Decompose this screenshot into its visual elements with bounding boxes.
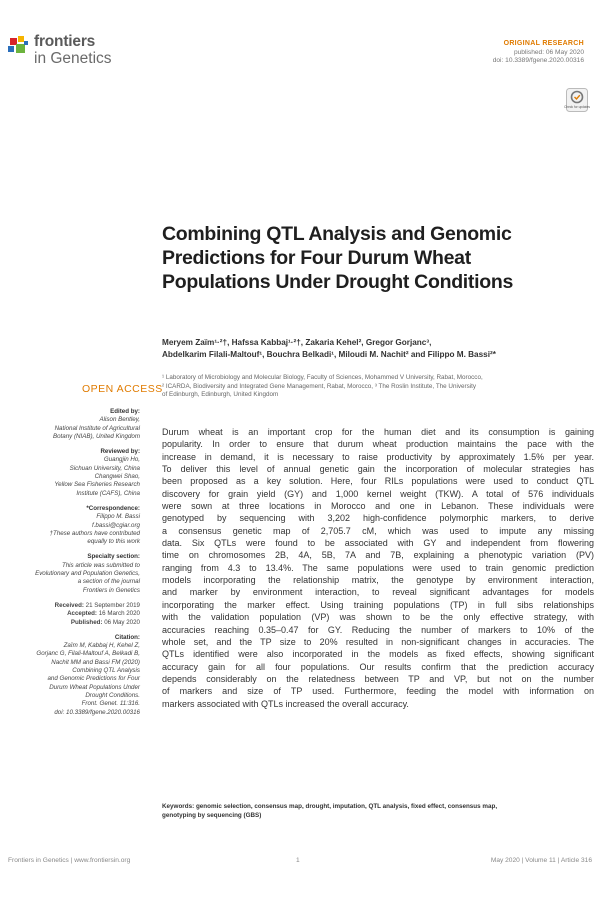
keywords — [162, 803, 594, 820]
abstract-line: been proposed as a key solution. Here, four RILs populations were used to conduct QTL — [162, 476, 594, 487]
abstract-line: of markers and size of TP used. Furthermore, feeding the model with information on — [162, 686, 594, 697]
reviewer-affiliation: Institute (CAFS), China — [76, 489, 140, 497]
article-type: ORIGINAL RESEARCH — [503, 40, 584, 47]
abstract-line: genotyped by sequencing with 3,202 high-confidence polymorphic markers, to derive — [162, 513, 594, 524]
abstract-line: incorporating the marker effect. Using training populations (TP) in full sibs relationships — [162, 599, 594, 610]
abstract-line: markers associated with QTLs increased the overall accuracy. — [162, 698, 409, 709]
article-meta — [493, 40, 584, 66]
correspondence-name: Filippo M. Bassi — [96, 513, 140, 521]
affiliation-line: ¹ Laboratory of Microbiology and Molecular Biology, Faculty of Sciences, Mohammed V University, Rabat, Morocco, — [162, 374, 483, 381]
abstract-line: Durum wheat is an important crop for the human diet and its consumption is gaining — [162, 427, 594, 437]
abstract-line: were sown at three locations in Morocco and one in Lebanon. These individuals were — [162, 501, 594, 512]
citation-line: Nachit MM and Bassi FM (2020) — [51, 658, 140, 666]
specialty-line: Frontiers in Genetics — [82, 586, 140, 594]
specialty-line: Evolutionary and Population Genetics, — [35, 570, 140, 578]
journal-logo — [8, 30, 168, 74]
abstract-line: data. Six QTLs were found to be associated with GY and independent from flowering — [162, 538, 594, 549]
check-updates-label: Check for updates — [564, 105, 590, 109]
abstract-line: depends considerably on the relatedness between TP and VP, but not on the number — [162, 673, 594, 684]
abstract-line: popularity. In order to ensure that durum wheat production maintains the pace with the — [162, 439, 594, 450]
edited-by-label: Edited by: — [110, 408, 140, 415]
affiliation-line: ² ICARDA, Biodiversity and Integrated Gene Management, Rabat, Morocco, ³ The Roslin Institute, The University — [162, 382, 477, 390]
abstract-line: with the validation population (VP) was shown to be the only effective strategy, with — [162, 612, 594, 623]
specialty-line: a section of the journal — [77, 578, 140, 586]
accepted-date: Accepted: 16 March 2020 — [67, 610, 140, 618]
citation-line: and Genomic Predictions for Four — [47, 675, 140, 683]
abstract-line: accuracies reaching 0.35–0.47 for GY. Reducing the number of markers to 10% of the — [162, 624, 594, 635]
affiliation-line: of Edinburgh, Edinburgh, United Kingdom — [162, 391, 279, 399]
citation-line: Zaïm M, Kabbaj H, Kehel Z, — [63, 642, 140, 650]
abstract-line: whole set, and the TP size to 20% resulted in non-significant changes in accuracies. The — [162, 636, 594, 647]
reviewer-name: Guangjin Ho, — [103, 456, 140, 464]
citation-line: Drought Conditions. — [85, 691, 140, 699]
affiliations — [162, 374, 592, 400]
citation-line: Durum Wheat Populations Under — [49, 683, 140, 691]
author-list — [162, 337, 592, 361]
reviewer-affiliation: Sichuan University, China — [69, 464, 140, 472]
published-date: published: 06 May 2020 — [513, 48, 584, 56]
keywords-line: Keywords: genomic selection, consensus map, drought, imputation, QTL analysis, fixed effect, consensus map, — [162, 803, 498, 810]
equal-contribution-note: equally to this work — [87, 538, 140, 546]
reviewed-by-label: Reviewed by: — [100, 448, 140, 456]
frontiers-logo-icon — [8, 36, 30, 58]
citation-line: Combining QTL Analysis — [72, 667, 140, 675]
editor-name: Alison Bentley, — [99, 416, 140, 424]
journal-name-line2: in Genetics — [34, 50, 112, 67]
reviewer-name: Changwei Shao, — [94, 473, 140, 481]
author-line: Meryem Zaïm¹·²†, Hafssa Kabbaj¹·²†, Zakaria Kehel², Gregor Gorjanc³, — [162, 338, 432, 347]
reviewer-affiliation: Yellow Sea Fisheries Research — [54, 481, 140, 489]
equal-contribution-note: †These authors have contributed — [49, 529, 140, 537]
citation-line: Front. Genet. 11:316. — [81, 700, 140, 708]
check-updates-icon — [566, 88, 588, 112]
footer-page-number: 1 — [296, 857, 300, 864]
correspondence-label: *Correspondence: — [86, 504, 140, 512]
specialty-line: This article was submitted to — [61, 561, 140, 569]
abstract-line: models incorporating the relationship matrix, the genotype by environment interaction, — [162, 575, 594, 586]
abstract-line: a consensus genetic map of 2,705.7 cM, which was used to impute any missing — [162, 525, 594, 536]
citation-line: Gorjanc G, Filali-Maltouf A, Belkadi B, — [36, 650, 140, 658]
abstract-line: increase in demand, it is necessary to raise productivity by approximately 1.5% per year. — [162, 451, 594, 462]
footer-journal[interactable]: Frontiers in Genetics | www.frontiersin.org — [8, 857, 131, 864]
journal-name-line1: frontiers — [34, 33, 96, 50]
abstract-line: discovery for grain yield (GY) and 1,000 kernel weight (TKW). A total of 576 individuals — [162, 488, 594, 499]
article-doi[interactable]: doi: 10.3389/fgene.2020.00316 — [492, 57, 584, 65]
received-date: Received: 21 September 2019 — [54, 601, 140, 609]
abstract-line: time on chromosomes 2B, 4A, 5B, 7A and 7B, explaining a phenotypic variation (PV) — [162, 550, 594, 561]
abstract-line: To deliver this level of annual genetic gain the incorporation of molecular strategies has — [162, 464, 594, 475]
footer-volume: May 2020 | Volume 11 | Article 316 — [490, 857, 592, 864]
abstract-line: and marker by environment interaction, to reveal significant advantages for models — [162, 587, 594, 598]
correspondence-email[interactable]: f.bassi@cgiar.org — [91, 521, 140, 529]
abstract — [162, 426, 594, 710]
editor-affiliation: Botany (NIAB), United Kingdom — [52, 432, 140, 440]
editor-affiliation: National Institute of Agricultural — [54, 424, 140, 432]
article-sidebar — [8, 408, 140, 717]
abstract-line: ranging from 4.3 to 13.4%. The same populations were used to train genomic prediction — [162, 562, 594, 573]
specialty-section-label: Specialty section: — [87, 553, 140, 561]
published-date-side: Published: 06 May 2020 — [70, 618, 140, 626]
check-updates-badge[interactable] — [566, 88, 588, 112]
paper-title: Combining QTL Analysis and Genomic Predictions for Four Durum Wheat Populations Under Drought Conditions — [162, 223, 513, 293]
keywords-line: genotyping by sequencing (GBS) — [162, 811, 262, 819]
abstract-line: accuracy gain for all four populations. Our results confirm that the prediction accuracy — [162, 661, 594, 672]
keywords-label: Keywords: — [162, 803, 195, 810]
author-line: Abdelkarim Filali-Maltouf¹, Bouchra Belkadi¹, Miloudi M. Nachit² and Filippo M. Bassi²* — [162, 350, 496, 359]
citation-label: Citation: — [114, 633, 140, 641]
citation-doi[interactable]: doi: 10.3389/fgene.2020.00316 — [54, 708, 140, 716]
open-access-label: OPEN ACCESS — [82, 383, 163, 395]
abstract-line: QTLs identified were also incorporated in the models as fixed effects, showing significant — [162, 649, 594, 660]
